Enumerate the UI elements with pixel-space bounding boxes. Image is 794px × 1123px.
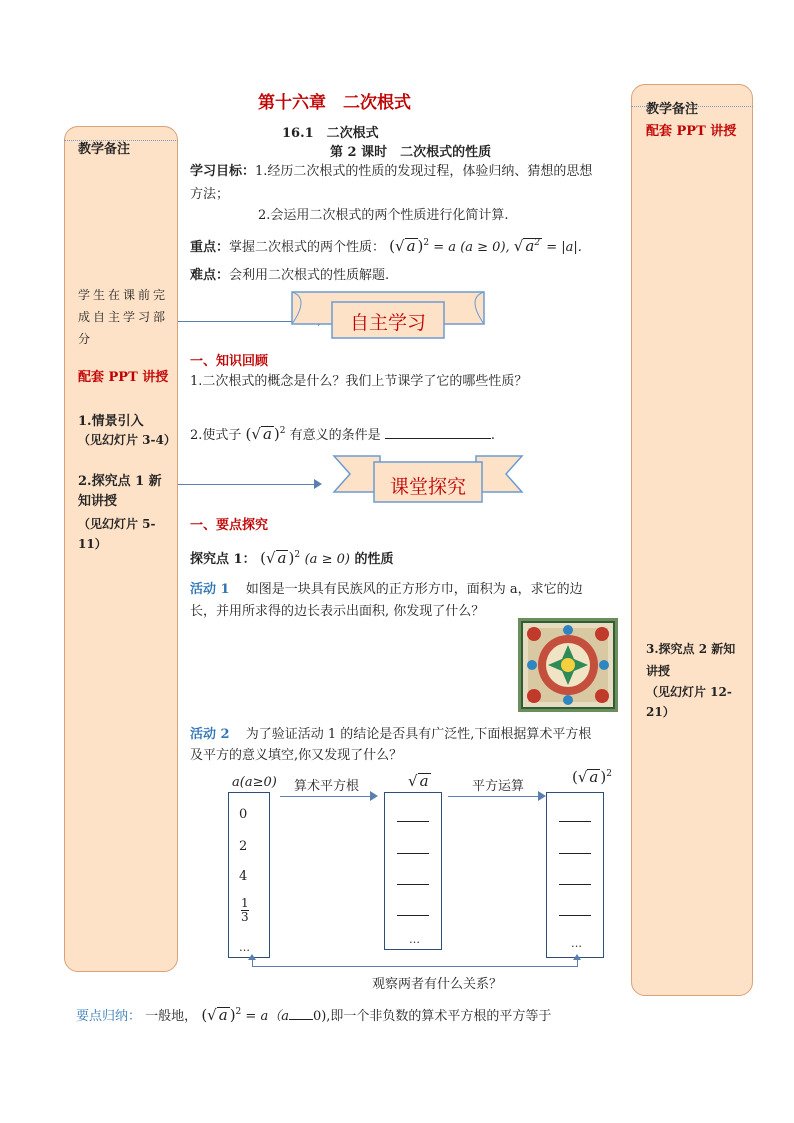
difficulty [190, 264, 389, 283]
right-sidebar [631, 84, 753, 996]
col2-blank-3 [397, 884, 429, 885]
col1-ellipsis: … [239, 941, 250, 954]
point1-suffix: 的性质 [354, 552, 394, 567]
arrow1-label: 算术平方根 [294, 779, 360, 794]
col3-header: (√ a )$^2$ [572, 768, 612, 786]
arrow2-head [538, 791, 546, 801]
arrow1-head [370, 791, 378, 801]
col2-box [384, 792, 442, 950]
right-item3-ref: （见幻灯片 12-21） [646, 685, 732, 719]
formula-sqrt-a2: √ $a^2$ [513, 237, 541, 255]
left-item1-title: 1.情景引入 [78, 414, 144, 429]
summary-text-b: = a（a [245, 1009, 289, 1024]
review-q2-blank [385, 438, 491, 439]
chapter-title: 第十六章 二次根式 [258, 93, 411, 113]
review-q2-suffix: 有意义的条件是 [289, 428, 381, 443]
difficulty-text: 会利用二次根式的性质解题. [229, 268, 390, 283]
review-q2-end: . [490, 428, 495, 443]
col2-header: √ a [408, 772, 429, 790]
col1-header: a(a≥0) [232, 775, 277, 790]
point1-formula: (√ a )$^2$ [260, 549, 301, 567]
ribbon-self-study-text: 自主学习 [349, 312, 426, 334]
col1-value-fraction [241, 897, 249, 924]
col1-box [228, 792, 270, 958]
activity2-text: 为了验证活动 1 的结论是否具有广泛性,下面根据算术平方根 [245, 727, 592, 742]
col2-ellipsis: … [409, 933, 420, 946]
col3-ellipsis: … [571, 937, 582, 950]
activity1-cont: 长，并用所求得的边长表示出面积, 你发现了什么？ [190, 604, 485, 619]
bottom-arrow-right-head [573, 954, 581, 960]
left-sidebar-heading: 教学备注 [78, 142, 131, 157]
arrow2-line [448, 796, 540, 797]
fraction-denominator: 3 [241, 910, 249, 924]
section-title: 16.1 二次根式 [282, 126, 379, 141]
left-item2-title: 2.探究点 1 新知讲授 [78, 474, 162, 509]
review-q1: 1.二次根式的概念是什么？我们上节课学了它的哪些性质？ [190, 374, 528, 389]
col1-value-0: 0 [239, 807, 248, 822]
kerchief-image [518, 618, 618, 712]
explore-point1 [190, 544, 393, 571]
left-item2-ref: （见幻灯片 5-11） [78, 517, 156, 551]
objectives [190, 161, 620, 182]
summary-formula: (√ a )$^2$ [201, 1006, 242, 1024]
formula2-rhs: = |a|. [546, 240, 582, 255]
objective-2: 2.会运用二次根式的两个性质进行化简计算. [258, 208, 509, 223]
bottom-label: 观察两者有什么关系？ [372, 977, 503, 992]
col3-blank-3 [559, 884, 591, 885]
objective-1: 1.经历二次根式的性质的发现过程，体验归纳、猜想的思想 [255, 164, 593, 179]
point1-cond: (a ≥ 0) [304, 552, 350, 567]
fraction-numerator: 1 [241, 896, 249, 910]
explore-heading: 一、要点探究 [190, 518, 269, 533]
col3-blank-1 [559, 821, 591, 822]
item-arrow-head [314, 479, 322, 489]
ribbon-self-study [290, 288, 486, 342]
right-ppt-label: 配套 PPT 讲授 [646, 124, 737, 139]
left-sidebar-note [78, 284, 168, 350]
key-point-text: 掌握二次根式的两个性质： [229, 240, 386, 255]
col3-box [546, 792, 604, 958]
summary-text-a: 一般地， [145, 1009, 198, 1024]
review-heading: 一、知识回顾 [190, 354, 269, 369]
right-sidebar-heading: 教学备注 [646, 102, 699, 117]
summary-text-c: 0),即一个非负数的算术平方根的平方等于 [312, 1009, 552, 1024]
left-item1-ref: （见幻灯片 3-4） [78, 433, 176, 447]
col2-blank-2 [397, 853, 429, 854]
summary [76, 1000, 551, 1029]
summary-blank [289, 1019, 313, 1020]
objectives-label: 学习目标： [190, 164, 256, 179]
point1-label: 探究点 1： [190, 552, 256, 567]
bottom-arrow-line [252, 966, 578, 967]
right-item3-title: 3.探究点 2 新知讲授 [646, 642, 736, 678]
review-q2-formula: (√ a )$^2$ [245, 425, 286, 443]
note-preview-text: 学生在课前完成自主学习部分 [78, 288, 169, 346]
col1-value-1: 2 [239, 839, 248, 854]
review-q2 [190, 420, 495, 447]
activity-2 [190, 723, 620, 742]
formula1-rhs: = a (a ≥ 0), [433, 240, 510, 255]
col3-blank-2 [559, 853, 591, 854]
arrow1-line [280, 796, 372, 797]
difficulty-label: 难点： [190, 268, 230, 283]
summary-label: 要点归纳： [76, 1009, 142, 1024]
bottom-arrow-left-head [248, 954, 256, 960]
left-ppt-label: 配套 PPT 讲授 [78, 370, 169, 385]
activity1-text: 如图是一块具有民族风的正方形方巾，面积为 a，求它的边 [245, 582, 583, 597]
activity1-label: 活动 1 [190, 582, 230, 597]
col1-value-2: 4 [239, 869, 248, 884]
item-arrow-line [178, 484, 316, 485]
col2-blank-1 [397, 821, 429, 822]
activity2-cont: 及平方的意义填空,你又发现了什么？ [190, 748, 403, 763]
key-point-label: 重点： [190, 240, 230, 255]
lesson-title: 第 2 课时 二次根式的性质 [330, 145, 492, 160]
col3-blank-4 [559, 915, 591, 916]
formula-sqrt-a-squared: (√ a )$^2$ [389, 237, 430, 255]
activity2-label: 活动 2 [190, 727, 230, 742]
col2-blank-4 [397, 915, 429, 916]
ribbon-classroom-text: 课堂探究 [389, 476, 466, 498]
col2-header-radicand: a [419, 772, 429, 790]
key-point [190, 232, 582, 259]
review-q2-prefix: 2.使式子 [190, 428, 242, 443]
activity-1 [190, 578, 620, 597]
objective-1-cont: 方法； [190, 187, 230, 202]
ribbon-classroom [330, 448, 526, 508]
kerchief-pattern [518, 618, 618, 712]
arrow2-label: 平方运算 [472, 779, 525, 794]
